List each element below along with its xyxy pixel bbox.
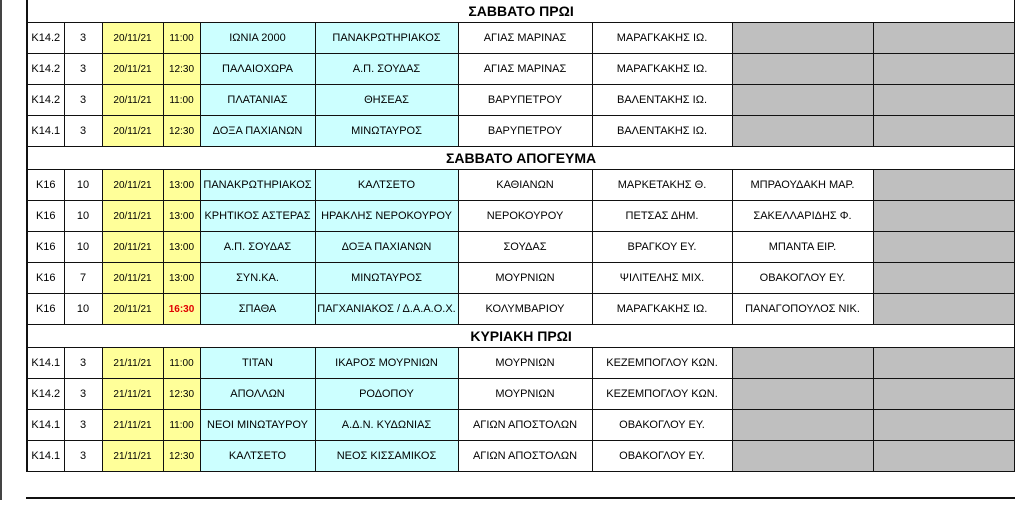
assistant-referee-1 <box>732 54 873 85</box>
match-row <box>27 85 1015 116</box>
match-category: Κ16 <box>27 201 64 232</box>
referee: ΟΒΑΚΟΓΛΟΥ ΕΥ. <box>592 410 732 441</box>
referee: ΒΑΛΕΝΤΑΚΗΣ ΙΩ. <box>592 116 732 147</box>
match-row <box>27 263 1015 294</box>
assistant-referee-2 <box>873 201 1015 232</box>
match-row <box>27 348 1015 379</box>
assistant-referee-2 <box>873 348 1015 379</box>
match-date: 21/11/21 <box>102 379 163 410</box>
away-team: ΘΗΣΕΑΣ <box>315 85 458 116</box>
match-date: 20/11/21 <box>102 170 163 201</box>
match-round: 3 <box>64 348 102 379</box>
match-category: Κ14.1 <box>27 410 64 441</box>
match-time: 13:00 <box>163 170 200 201</box>
assistant-referee-2 <box>873 441 1015 472</box>
left-border-line <box>0 0 2 500</box>
match-category: Κ14.2 <box>27 54 64 85</box>
match-round: 7 <box>64 263 102 294</box>
bottom-border-line <box>26 497 1015 499</box>
match-time: 12:30 <box>163 379 200 410</box>
match-round: 10 <box>64 170 102 201</box>
referee: ΜΑΡΑΓΚΑΚΗΣ ΙΩ. <box>592 294 732 325</box>
match-date: 21/11/21 <box>102 348 163 379</box>
assistant-referee-1 <box>732 85 873 116</box>
match-round: 3 <box>64 116 102 147</box>
match-row <box>27 410 1015 441</box>
match-round: 10 <box>64 232 102 263</box>
match-row <box>27 294 1015 325</box>
match-round: 3 <box>64 441 102 472</box>
venue: ΑΓΙΩΝ ΑΠΟΣΤΟΛΩΝ <box>458 410 592 441</box>
section-title: ΣΑΒΒΑΤΟ ΠΡΩΙ <box>27 0 1015 23</box>
match-date: 20/11/21 <box>102 116 163 147</box>
match-row <box>27 379 1015 410</box>
match-category: Κ16 <box>27 232 64 263</box>
match-round: 10 <box>64 201 102 232</box>
home-team: ΑΠΟΛΛΩΝ <box>200 379 315 410</box>
match-row <box>27 201 1015 232</box>
assistant-referee-2 <box>873 379 1015 410</box>
match-time: 16:30 <box>163 294 200 325</box>
assistant-referee-1 <box>732 379 873 410</box>
venue: ΑΓΙΑΣ ΜΑΡΙΝΑΣ <box>458 54 592 85</box>
match-row <box>27 23 1015 54</box>
section-title: ΣΑΒΒΑΤΟ ΑΠΟΓΕΥΜΑ <box>27 147 1015 170</box>
assistant-referee-2 <box>873 23 1015 54</box>
home-team: ΤΙΤΑΝ <box>200 348 315 379</box>
away-team: ΗΡΑΚΛΗΣ ΝΕΡΟΚΟΥΡΟΥ <box>315 201 458 232</box>
match-date: 20/11/21 <box>102 85 163 116</box>
venue: ΚΑΘΙΑΝΩΝ <box>458 170 592 201</box>
venue: ΜΟΥΡΝΙΩΝ <box>458 348 592 379</box>
match-row <box>27 116 1015 147</box>
away-team: ΙΚΑΡΟΣ ΜΟΥΡΝΙΩΝ <box>315 348 458 379</box>
match-date: 20/11/21 <box>102 23 163 54</box>
match-row <box>27 170 1015 201</box>
match-round: 3 <box>64 379 102 410</box>
match-category: Κ14.2 <box>27 379 64 410</box>
referee: ΒΑΛΕΝΤΑΚΗΣ ΙΩ. <box>592 85 732 116</box>
referee: ΨΙΛΙΤΕΛΗΣ ΜΙΧ. <box>592 263 732 294</box>
referee: ΜΑΡΑΓΚΑΚΗΣ ΙΩ. <box>592 54 732 85</box>
venue: ΒΑΡΥΠΕΤΡΟΥ <box>458 85 592 116</box>
match-category: Κ14.1 <box>27 348 64 379</box>
assistant-referee-1: ΜΠΑΝΤΑ ΕΙΡ. <box>732 232 873 263</box>
assistant-referee-2 <box>873 410 1015 441</box>
match-time: 11:00 <box>163 23 200 54</box>
match-row <box>27 54 1015 85</box>
match-time: 11:00 <box>163 348 200 379</box>
assistant-referee-1: ΠΑΝΑΓΟΠΟΥΛΟΣ ΝΙΚ. <box>732 294 873 325</box>
match-category: Κ16 <box>27 294 64 325</box>
venue: ΚΟΛΥΜΒΑΡΙΟΥ <box>458 294 592 325</box>
assistant-referee-1 <box>732 441 873 472</box>
referee: ΜΑΡΑΓΚΑΚΗΣ ΙΩ. <box>592 23 732 54</box>
match-round: 3 <box>64 85 102 116</box>
away-team: Α.Π. ΣΟΥΔΑΣ <box>315 54 458 85</box>
assistant-referee-1 <box>732 116 873 147</box>
match-round: 3 <box>64 410 102 441</box>
match-category: Κ14.2 <box>27 23 64 54</box>
referee: ΠΕΤΣΑΣ ΔΗΜ. <box>592 201 732 232</box>
match-date: 20/11/21 <box>102 232 163 263</box>
away-team: Α.Δ.Ν. ΚΥΔΩΝΙΑΣ <box>315 410 458 441</box>
away-team: ΠΑΝΑΚΡΩΤΗΡΙΑΚΟΣ <box>315 23 458 54</box>
away-team: ΜΙΝΩΤΑΥΡΟΣ <box>315 116 458 147</box>
assistant-referee-2 <box>873 170 1015 201</box>
match-time: 12:30 <box>163 54 200 85</box>
assistant-referee-1 <box>732 410 873 441</box>
away-team: ΝΕΟΣ ΚΙΣΣΑΜΙΚΟΣ <box>315 441 458 472</box>
assistant-referee-2 <box>873 294 1015 325</box>
assistant-referee-1: ΣΑΚΕΛΛΑΡΙΔΗΣ Φ. <box>732 201 873 232</box>
match-row <box>27 232 1015 263</box>
home-team: ΣΠΑΘΑ <box>200 294 315 325</box>
match-round: 3 <box>64 54 102 85</box>
match-time: 12:30 <box>163 116 200 147</box>
match-date: 21/11/21 <box>102 441 163 472</box>
schedule-table <box>26 0 1015 472</box>
venue: ΑΓΙΑΣ ΜΑΡΙΝΑΣ <box>458 23 592 54</box>
match-date: 20/11/21 <box>102 263 163 294</box>
venue: ΜΟΥΡΝΙΩΝ <box>458 263 592 294</box>
section-header-row <box>27 147 1015 170</box>
venue: ΜΟΥΡΝΙΩΝ <box>458 379 592 410</box>
home-team: ΠΑΝΑΚΡΩΤΗΡΙΑΚΟΣ <box>200 170 315 201</box>
assistant-referee-2 <box>873 232 1015 263</box>
assistant-referee-1 <box>732 348 873 379</box>
home-team: ΠΛΑΤΑΝΙΑΣ <box>200 85 315 116</box>
away-team: ΚΑΛΤΣΕΤΟ <box>315 170 458 201</box>
match-time: 12:30 <box>163 441 200 472</box>
match-time: 13:00 <box>163 201 200 232</box>
match-time: 13:00 <box>163 232 200 263</box>
away-team: ΔΟΞΑ ΠΑΧΙΑΝΩΝ <box>315 232 458 263</box>
assistant-referee-2 <box>873 54 1015 85</box>
assistant-referee-1: ΟΒΑΚΟΓΛΟΥ ΕΥ. <box>732 263 873 294</box>
match-date: 20/11/21 <box>102 54 163 85</box>
assistant-referee-2 <box>873 85 1015 116</box>
venue: ΑΓΙΩΝ ΑΠΟΣΤΟΛΩΝ <box>458 441 592 472</box>
match-time: 11:00 <box>163 410 200 441</box>
home-team: ΝΕΟΙ ΜΙΝΩΤΑΥΡΟΥ <box>200 410 315 441</box>
away-team: ΠΑΓΧΑΝΙΑΚΟΣ / Δ.Α.Α.Ο.Χ. <box>315 294 458 325</box>
match-date: 21/11/21 <box>102 410 163 441</box>
home-team: ΚΑΛΤΣΕΤΟ <box>200 441 315 472</box>
match-category: Κ16 <box>27 263 64 294</box>
home-team: ΠΑΛΑΙΟΧΩΡΑ <box>200 54 315 85</box>
match-row <box>27 441 1015 472</box>
schedule-sheet <box>26 0 1015 472</box>
referee: ΒΡΑΓΚΟΥ ΕΥ. <box>592 232 732 263</box>
match-time: 13:00 <box>163 263 200 294</box>
match-date: 20/11/21 <box>102 201 163 232</box>
home-team: Α.Π. ΣΟΥΔΑΣ <box>200 232 315 263</box>
home-team: ΚΡΗΤΙΚΟΣ ΑΣΤΕΡΑΣ <box>200 201 315 232</box>
home-team: ΔΟΞΑ ΠΑΧΙΑΝΩΝ <box>200 116 315 147</box>
match-category: Κ14.1 <box>27 116 64 147</box>
assistant-referee-2 <box>873 116 1015 147</box>
match-time: 11:00 <box>163 85 200 116</box>
match-category: Κ14.1 <box>27 441 64 472</box>
match-category: Κ16 <box>27 170 64 201</box>
home-team: ΙΩΝΙΑ 2000 <box>200 23 315 54</box>
section-title: ΚΥΡΙΑΚΗ ΠΡΩΙ <box>27 325 1015 348</box>
venue: ΣΟΥΔΑΣ <box>458 232 592 263</box>
venue: ΝΕΡΟΚΟΥΡΟΥ <box>458 201 592 232</box>
venue: ΒΑΡΥΠΕΤΡΟΥ <box>458 116 592 147</box>
away-team: ΜΙΝΩΤΑΥΡΟΣ <box>315 263 458 294</box>
assistant-referee-1 <box>732 23 873 54</box>
assistant-referee-2 <box>873 263 1015 294</box>
referee: ΚΕΖΕΜΠΟΓΛΟΥ ΚΩΝ. <box>592 348 732 379</box>
referee: ΚΕΖΕΜΠΟΓΛΟΥ ΚΩΝ. <box>592 379 732 410</box>
match-round: 10 <box>64 294 102 325</box>
match-date: 20/11/21 <box>102 294 163 325</box>
home-team: ΣΥΝ.ΚΑ. <box>200 263 315 294</box>
match-category: Κ14.2 <box>27 85 64 116</box>
section-header-row <box>27 325 1015 348</box>
assistant-referee-1: ΜΠΡΑΟΥΔΑΚΗ ΜΑΡ. <box>732 170 873 201</box>
referee: ΜΑΡΚΕΤΑΚΗΣ Θ. <box>592 170 732 201</box>
section-header-row <box>27 0 1015 23</box>
referee: ΟΒΑΚΟΓΛΟΥ ΕΥ. <box>592 441 732 472</box>
away-team: ΡΟΔΟΠΟΥ <box>315 379 458 410</box>
match-round: 3 <box>64 23 102 54</box>
